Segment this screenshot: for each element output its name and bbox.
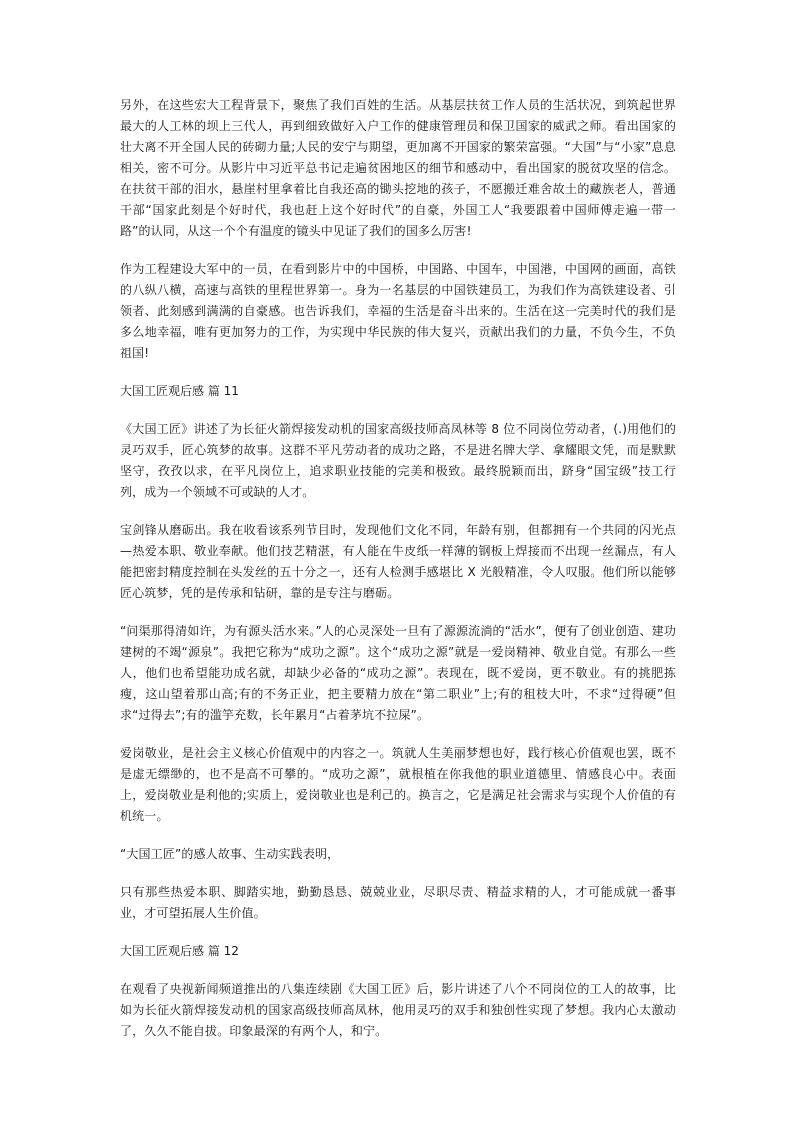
- paragraph-1: 另外，在这些宏大工程背景下，聚焦了我们百姓的生活。从基层扶贫工作人员的生活状况，到筑起世界最大的人工林的坝上三代人，再到细致做好入户工作的健康管理员和保卫国家的威武之师。看出国家的壮大离不开全国人民的砖砌力量;人民的安宁与期望，更加离不开国家的繁荣富强。“大国”与“小家”息息相关，密不可分。从影片中习近平总书记走遍贫困地区的细节和感动中，看出国家的脱贫攻坚的信念。在扶贫干部的泪水，悬崖村里拿着比自我还高的锄头挖地的孩子，不愿搬迁难舍故土的藏族老人，普通干部“国家此刻是个好时代，我也赶上这个好时代”的自豪，外国工人“我要跟着中国师傅走遍一带一路”的认同，从这一个个有温度的镜头中见证了我们的国多么厉害!: [120, 98, 676, 238]
- paragraph-12-1: 在观看了央视新闻频道推出的八集连续剧《大国工匠》后，影片讲述了八个不同岗位的工人的故事，比如为长征火箭焊接发动机的国家高级技师高凤林，他用灵巧的双手和独创性实现了梦想。我内心太激动了，久久不能自拔。印象最深的有两个人，和宁。: [120, 982, 676, 1038]
- paragraph-11-4: 爱岗敬业，是社会主义核心价值观中的内容之一。筑就人生美丽梦想也好，践行核心价值观也罢，既不是虚无缥缈的，也不是高不可攀的。“成功之源”，就根植在你我他的职业道德里、情感良心中。表面上，爱岗敬业是利他的;实质上，爱岗敬业也是利己的。换言之，它是满足社会需求与实现个人价值的有机统一。: [120, 746, 676, 823]
- document-page: [120, 95, 676, 1059]
- paragraph-11-3: “问渠那得清如许，为有源头活水来。”人的心灵深处一旦有了源源流淌的“活水”，便有了创业创造、建功建树的不竭“源泉”。我把它称为“成功之源”。这个“成功之源”就是一爱岗精神、敬业自觉。有那么一些人，他们也希望能功成名就，却缺少必备的“成功之源”。表现在，既不爱岗，更不敬业。有的挑肥拣瘦，这山望着那山高;有的不务正业，把主要精力放在“第二职业”上;有的租枝大叶，不求“过得硬”但求“过得去”;有的滥竽充数，长年累月“占着茅坑不拉屎”。: [120, 624, 676, 722]
- paragraph-2: 作为工程建设大军中的一员，在看到影片中的中国桥，中国路、中国车，中国港，中国网的画面，高铁的八纵八横，高速与高铁的里程世界第一。身为一名基层的中国铁建员工，为我们作为高铁建设者、引领者、此刻感到满满的自豪感。也告诉我们，幸福的生活是奋斗出来的。生活在这一完美时代的我们是多么地幸福，唯有更加努力的工作，为实现中华民族的伟大复兴，贡献出我们的力量，不负今生，不负祖国!: [120, 262, 676, 360]
- paragraph-11-6: 只有那些热爱本职、脚踏实地，勤勤恳恳、兢兢业业，尽职尽责、精益求精的人，才可能成就一番事业，才可望拓展人生价值。: [120, 885, 676, 920]
- paragraph-11-1: 《大国工匠》讲述了为长征火箭焊接发动机的国家高级技师高凤林等 8 位不同岗位劳动者，(.)用他们的灵巧双手，匠心筑梦的故事。这群不平凡劳动者的成功之路，不是进名牌大学、拿耀眼文凭，而是默默坚守，孜孜以求，在平凡岗位上，追求职业技能的完美和极致。最终脱颖而出，跻身“国宝级”技工行列，成为一个领域不可或缺的人才。: [120, 422, 676, 499]
- paragraph-11-5: “大国工匠”的感人故事、生动实践表明，: [120, 847, 340, 861]
- paragraph-11-2: 宝剑锋从磨砺出。我在收看该系列节目时，发现他们文化不同，年龄有别，但都拥有一个共同的闪光点—热爱本职、敬业奉献。他们技艺精湛，有人能在牛皮纸一样薄的钢板上焊接而不出现一丝漏点，有人能把密封精度控制在头发丝的五十分之一，还有人检测手感堪比 X 光般精准，令人叹服。他们所以能够匠心筑梦，凭的是传承和钻研，靠的是专注与磨砺。: [120, 523, 676, 600]
- section-heading-11: 大国工匠观后感 篇 11: [120, 384, 239, 398]
- section-heading-12: 大国工匠观后感 篇 12: [120, 944, 239, 958]
